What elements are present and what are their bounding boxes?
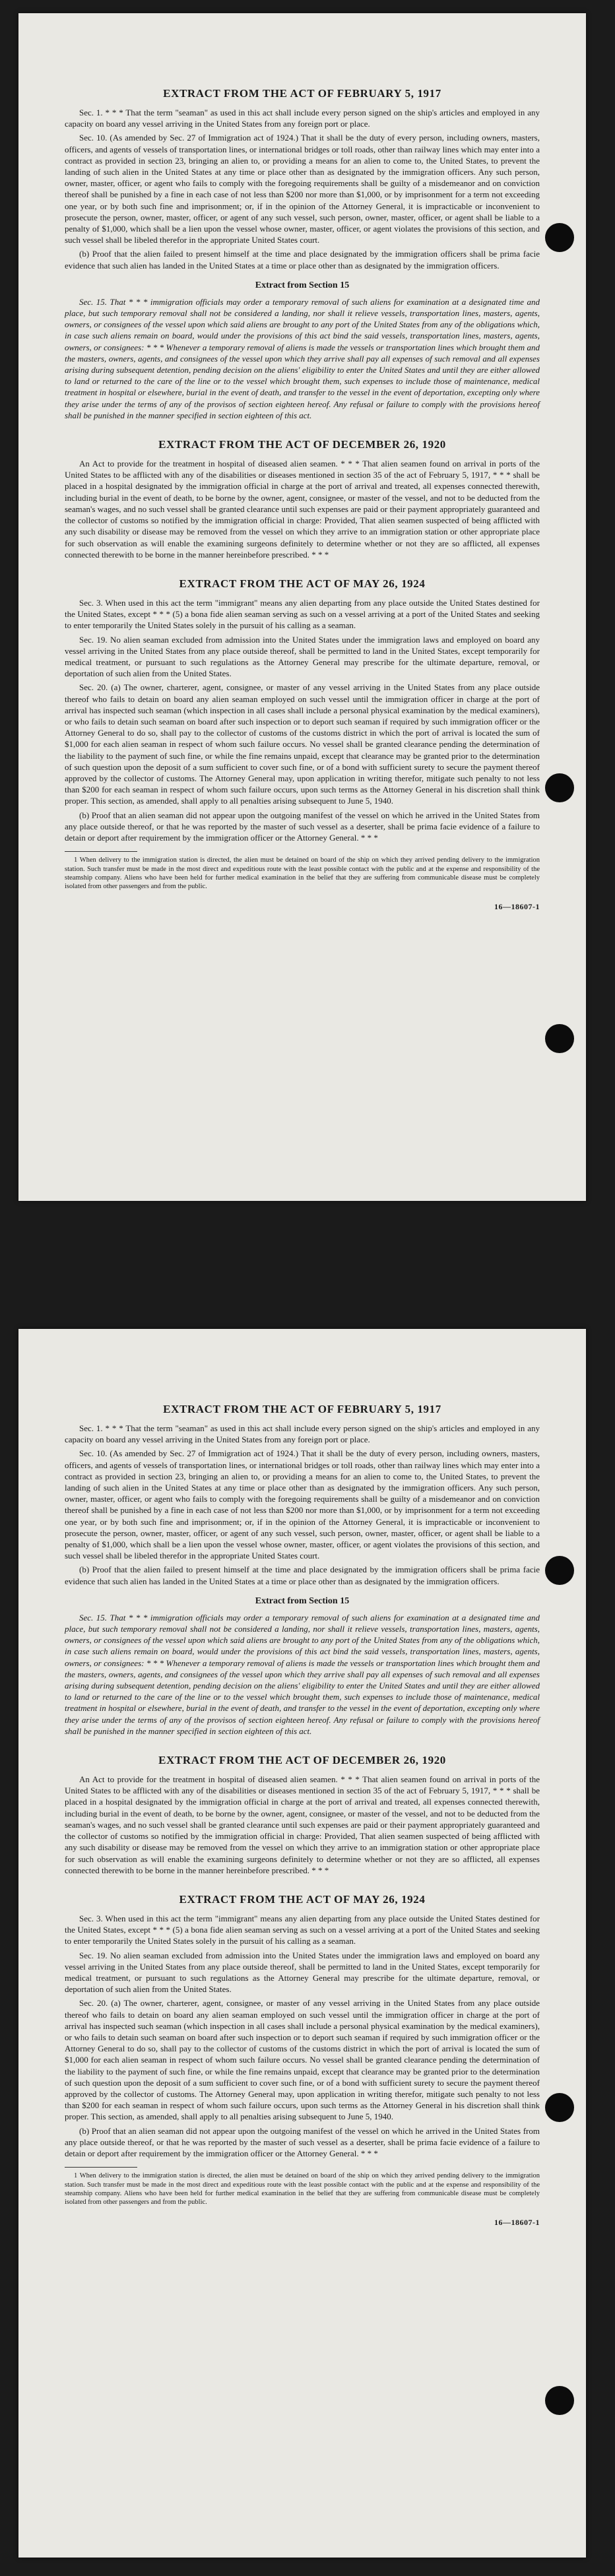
paragraph-sec-3: Sec. 3. When used in this act the term "immigrant" means any alien departing from any place outside the United States destined for the United States, except * * * (5) a bona fide alien seaman serving as such on a vessel arriving at a port of the United States and seeking to enter temporarily the United States solely in the pursuit of his calling as a seaman. [65,597,540,631]
heading-section-15: Extract from Section 15 [255,280,350,290]
paragraph-sec-19: Sec. 19. No alien seaman excluded from admission into the United States under the immigration laws and employed on board any vessel arriving in the United States from any place outside thereof, shall be permitted to land in the United States, except temporarily for medical treatment, or pursuant to such regulations as the Attorney General may prescribe for the ultimate departure, removal, or deportation of such alien from the United States. [65,634,540,679]
document-page-1 [18,13,586,1201]
paragraph-act-1920: An Act to provide for the treatment in hospital of diseased alien seamen. * * * That alien seamen found on arrival in ports of the United States to be afflicted with any of the disabilities or diseases mentioned in section 35 of the act of February 5, 1917, * * * shall be placed in a hospital designated by the immigration official in charge at the port of arrival and treated, all expenses connected therewith, including burial in the event of death, to be borne by the owner, agent, consignee, or master of the vessel, and not to be deducted from the seaman's wages, and no such vessel shall be granted clearance until such expenses are paid or their payment appropriately guaranteed and the collector of customs so notified by the immigration official in charge: Provided, That alien seamen suspected of being afflicted with any such disability or disease may be removed from the vessel on which they arrive to an immigration station or other appropriate place for such observation as will enable the examining surgeons definitely to determine whether or not they are so afflicted, all expenses connected therewith to be borne in the manner hereinbefore prescribed. * * * [65,459,540,560]
punch-hole [545,223,574,252]
paragraph-sec-1: Sec. 1. * * * That the term "seaman" as used in this act shall include every person signed on the ship's articles and employed in any capacity on board any vessel arriving in the United States from any foreign port or place. [65,1423,540,1445]
punch-hole [545,2386,574,2415]
paragraph-sec-10b: (b) Proof that the alien failed to present himself at the time and place designated by the immigration officers shall be prima facie evidence that such alien has landed in the United States at a time or place other than as designated by the immigration officers. [65,1564,540,1586]
heading-act-1920: EXTRACT FROM THE ACT OF DECEMBER 26, 1920 [158,438,446,451]
punch-hole [545,773,574,802]
document-page-2 [18,1329,586,2558]
heading-act-1917: EXTRACT FROM THE ACT OF FEBRUARY 5, 1917 [163,1403,441,1415]
punch-hole [545,2093,574,2122]
heading-act-1920: EXTRACT FROM THE ACT OF DECEMBER 26, 1920 [158,1754,446,1767]
paragraph-sec-20: Sec. 20. (a) The owner, charterer, agent, consignee, or master of any vessel arriving in the United States from any place outside thereof who fails to detain on board any alien seaman employed on such vessel until the immigration officer in charge at the port of arrival has inspected such seaman (which inspection in all cases shall include a personal physical examination by the medical examiners), or who fails to detain such seaman on board after such inspection or to deport such seaman if required by such immigration officer or the Attorney General to do so, shall pay to the collector of customs of the customs district in which the port of arrival is located the sum of $1,000 for each alien seaman in respect of whom such failure occurs. No vessel shall be granted clearance pending the determination of the liability to the payment of such fine, or while the fine remains unpaid, except that clearance may be granted prior to the determination of such question upon the deposit of a sum sufficient to cover such fine, or of a bond with sufficient surety to secure the payment thereof approved by the collector of customs. The Attorney General may, upon application in writing therefor, mitigate such penalty to not less than $200 for each seaman in respect of whom such failure occurs, upon such terms as the Attorney General in his discretion shall think proper. This section, as amended, shall apply to all penalties arising subsequent to June 5, 1940. [65,682,540,806]
paragraph-sec-3: Sec. 3. When used in this act the term "immigrant" means any alien departing from any place outside the United States destined for the United States, except * * * (5) a bona fide alien seaman serving as such on a vessel arriving at a port of the United States and seeking to enter temporarily the United States solely in the pursuit of his calling as a seaman. [65,1913,540,1947]
heading-act-1924: EXTRACT FROM THE ACT OF MAY 26, 1924 [179,577,426,590]
form-number: 16—18607-1 [494,2217,540,2227]
heading-act-1924: EXTRACT FROM THE ACT OF MAY 26, 1924 [179,1892,426,1906]
footnote-divider [65,851,137,852]
punch-hole [545,1556,574,1585]
paragraph-sec-1: Sec. 1. * * * That the term "seaman" as used in this act shall include every person signed on the ship's articles and employed in any capacity on board any vessel arriving in the United States from any foreign port or place. [65,108,540,129]
punch-hole [545,1024,574,1053]
paragraph-sec-10: Sec. 10. (As amended by Sec. 27 of Immigration act of 1924.) That it shall be the duty of every person, including owners, masters, officers, and agents of vessels of transportation lines, or international bridges or toll roads, other than railway lines which may enter into a contract as provided in section 23, bringing an alien to, or providing a means for an alien to come to, the United States, to prevent the landing of such alien in the United States at any time or place other than as designated by the immigration officers. Any such person, owner, master, officer, or agent who fails to comply with the foregoing requirements shall be guilty of a misdemeanor and on conviction thereof shall be punished by a fine in each case of not less than $200 nor more than $1,000, or by imprisonment for a term not exceeding one year, or by both such fine and imprisonment; or, if in the opinion of the Attorney General, it is impracticable or inconvenient to prosecute the person, owner, master, officer, or agent of any such vessel, such person, owner, master, officer, or agent shall be liable to a penalty of $1,000, which shall be a lien upon the vessel whose owner, master, officer, or agent violates the provisions of this section, and such vessel shall be libeled therefor in the appropriate United States court. [65,133,540,245]
paragraph-sec-20: Sec. 20. (a) The owner, charterer, agent, consignee, or master of any vessel arriving in the United States from any place outside thereof who fails to detain on board any alien seaman employed on such vessel until the immigration officer in charge at the port of arrival has inspected such seaman (which inspection in all cases shall include a personal physical examination by the medical examiners), or who fails to detain such seaman on board after such inspection or to deport such seaman if required by such immigration officer or the Attorney General to do so, shall pay to the collector of customs of the customs district in which the port of arrival is located the sum of $1,000 for each alien seaman in respect of whom such failure occurs. No vessel shall be granted clearance pending the determination of the liability to the payment of such fine, or while the fine remains unpaid, except that clearance may be granted prior to the determination of such question upon the deposit of a sum sufficient to cover such fine, or of a bond with sufficient surety to secure the payment thereof approved by the collector of customs. The Attorney General may, upon application in writing therefor, mitigate such penalty to not less than $200 for each seaman in respect of whom such failure occurs, upon such terms as the Attorney General in his discretion shall think proper. This section, as amended, shall apply to all penalties arising subsequent to June 5, 1940. [65,1998,540,2122]
paragraph-act-1920: An Act to provide for the treatment in hospital of diseased alien seamen. * * * That alien seamen found on arrival in ports of the United States to be afflicted with any of the disabilities or diseases mentioned in section 35 of the act of February 5, 1917, * * * shall be placed in a hospital designated by the immigration official in charge at the port of arrival and treated, all expenses connected therewith, including burial in the event of death, to be borne by the owner, agent, consignee, or master of the vessel, and not to be deducted from the seaman's wages, and no such vessel shall be granted clearance until such expenses are paid or their payment appropriately guaranteed and the collector of customs so notified by the immigration official in charge: Provided, That alien seamen suspected of being afflicted with any such disability or disease may be removed from the vessel on which they arrive to an immigration station or other appropriate place for such observation as will enable the examining surgeons definitely to determine whether or not they are so afflicted, all expenses connected therewith to be borne in the manner hereinbefore prescribed. * * * [65,1774,540,1875]
paragraph-sec-15: Sec. 15. That * * * immigration officials may order a temporary removal of such aliens for examination at a designated time and place, but such temporary removal shall not be considered a landing, nor shall it relieve vessels, transportation lines, masters, agents, owners, or consignees of the vessel upon which said aliens are brought to any port of the United States from any of the obligations which, in case such aliens remain on board, would under the provisions of this act bind the said vessels, transportation lines, masters, agents, owners, or consignees: * * * Whenever a temporary removal of aliens is made the vessels or transportation lines which brought them and the masters, owners, agents, and consignees of the vessel upon which they arrive shall pay all expenses of such removal and all expenses arising during subsequent detention, pending decision on the aliens' eligibility to enter the United States and until they are either allowed to land or returned to the care of the line or to the vessel which brought them, such expenses to include those of maintenance, medical treatment in hospital or elsewhere, burial in the event of death, and transfer to the vessel in the event of deportation, excepting only where they arise under the terms of any of the provisos of section eighteen hereof. Any refusal or failure to comply with the provisions hereof shall be punished in the manner specified in section eighteen of this act. [65,1612,540,1736]
form-number: 16—18607-1 [494,901,540,911]
paragraph-sec-10b: (b) Proof that the alien failed to present himself at the time and place designated by the immigration officers shall be prima facie evidence that such alien has landed in the United States at a time or place other than as designated by the immigration officers. [65,249,540,271]
paragraph-sec-19: Sec. 19. No alien seaman excluded from admission into the United States under the immigration laws and employed on board any vessel arriving in the United States from any place outside thereof, shall be permitted to land in the United States, except temporarily for medical treatment, or pursuant to such regulations as the Attorney General may prescribe for the ultimate departure, removal, or deportation of such alien from the United States. [65,1950,540,1995]
paragraph-sec-15: Sec. 15. That * * * immigration officials may order a temporary removal of such aliens for examination at a designated time and place, but such temporary removal shall not be considered a landing, nor shall it relieve vessels, transportation lines, masters, agents, owners, or consignees of the vessel upon which said aliens are brought to any port of the United States from any of the obligations which, in case such aliens remain on board, would under the provisions of this act bind the said vessels, transportation lines, masters, agents, owners, or consignees: * * * Whenever a temporary removal of aliens is made the vessels or transportation lines which brought them and the masters, owners, agents, and consignees of the vessel upon which they arrive shall pay all expenses of such removal and all expenses arising during subsequent detention, pending decision on the aliens' eligibility to enter the United States and until they are either allowed to land or returned to the care of the line or to the vessel which brought them, such expenses to include those of maintenance, medical treatment in hospital or elsewhere, burial in the event of death, and transfer to the vessel in the event of deportation, excepting only where they arise under the terms of any of the provisos of section eighteen hereof. Any refusal or failure to comply with the provisions hereof shall be punished in the manner specified in section eighteen of this act. [65,296,540,420]
paragraph-sec-20b: (b) Proof that an alien seaman did not appear upon the outgoing manifest of the vessel on which he arrived in the United States from any place outside thereof, or that he was reported by the master of such vessel as a deserter, shall be prima facie evidence of a failure to detain or deport after requirement by the immigration officer or the Attorney General. * * * [65,2125,540,2158]
paragraph-sec-20b: (b) Proof that an alien seaman did not appear upon the outgoing manifest of the vessel on which he arrived in the United States from any place outside thereof, or that he was reported by the master of such vessel as a deserter, shall be prima facie evidence of a failure to detain or deport after requirement by the immigration officer or the Attorney General. * * * [65,810,540,843]
paragraph-sec-10: Sec. 10. (As amended by Sec. 27 of Immigration act of 1924.) That it shall be the duty of every person, including owners, masters, officers, and agents of vessels of transportation lines, or international bridges or toll roads, other than railway lines which may enter into a contract as provided in section 23, bringing an alien to, or providing a means for an alien to come to, the United States, to prevent the landing of such alien in the United States at any time or place other than as designated by the immigration officers. Any such person, owner, master, officer, or agent who fails to comply with the foregoing requirements shall be guilty of a misdemeanor and on conviction thereof shall be punished by a fine in each case of not less than $200 nor more than $1,000, or by imprisonment for a term not exceeding one year, or by both such fine and imprisonment; or, if in the opinion of the Attorney General, it is impracticable or inconvenient to prosecute the person, owner, master, officer, or agent of any such vessel, such person, owner, master, officer, or agent shall be liable to a penalty of $1,000, which shall be a lien upon the vessel whose owner, master, officer, or agent violates the provisions of this section, and such vessel shall be libeled therefor in the appropriate United States court. [65,1448,540,1561]
heading-act-1917: EXTRACT FROM THE ACT OF FEBRUARY 5, 1917 [163,87,441,100]
footnote-divider [65,2167,137,2168]
footnote: 1 When delivery to the immigration station is directed, the alien must be detained on board of the ship on which they arrived pending delivery to the immigration station. Such transfer must be made in the most direct and expeditious route with the least possible contact with the public and at the expense and responsibility of the steamship company. Aliens who have been held for further medical examination in the belief that they are suffering from communicable disease must be completely isolated from other passengers and from the public. [65,856,540,891]
heading-section-15: Extract from Section 15 [255,1595,350,1606]
footnote: 1 When delivery to the immigration station is directed, the alien must be detained on board of the ship on which they arrived pending delivery to the immigration station. Such transfer must be made in the most direct and expeditious route with the least possible contact with the public and at the expense and responsibility of the steamship company. Aliens who have been held for further medical examination in the belief that they are suffering from communicable disease must be completely isolated from other passengers and from the public. [65,2172,540,2206]
